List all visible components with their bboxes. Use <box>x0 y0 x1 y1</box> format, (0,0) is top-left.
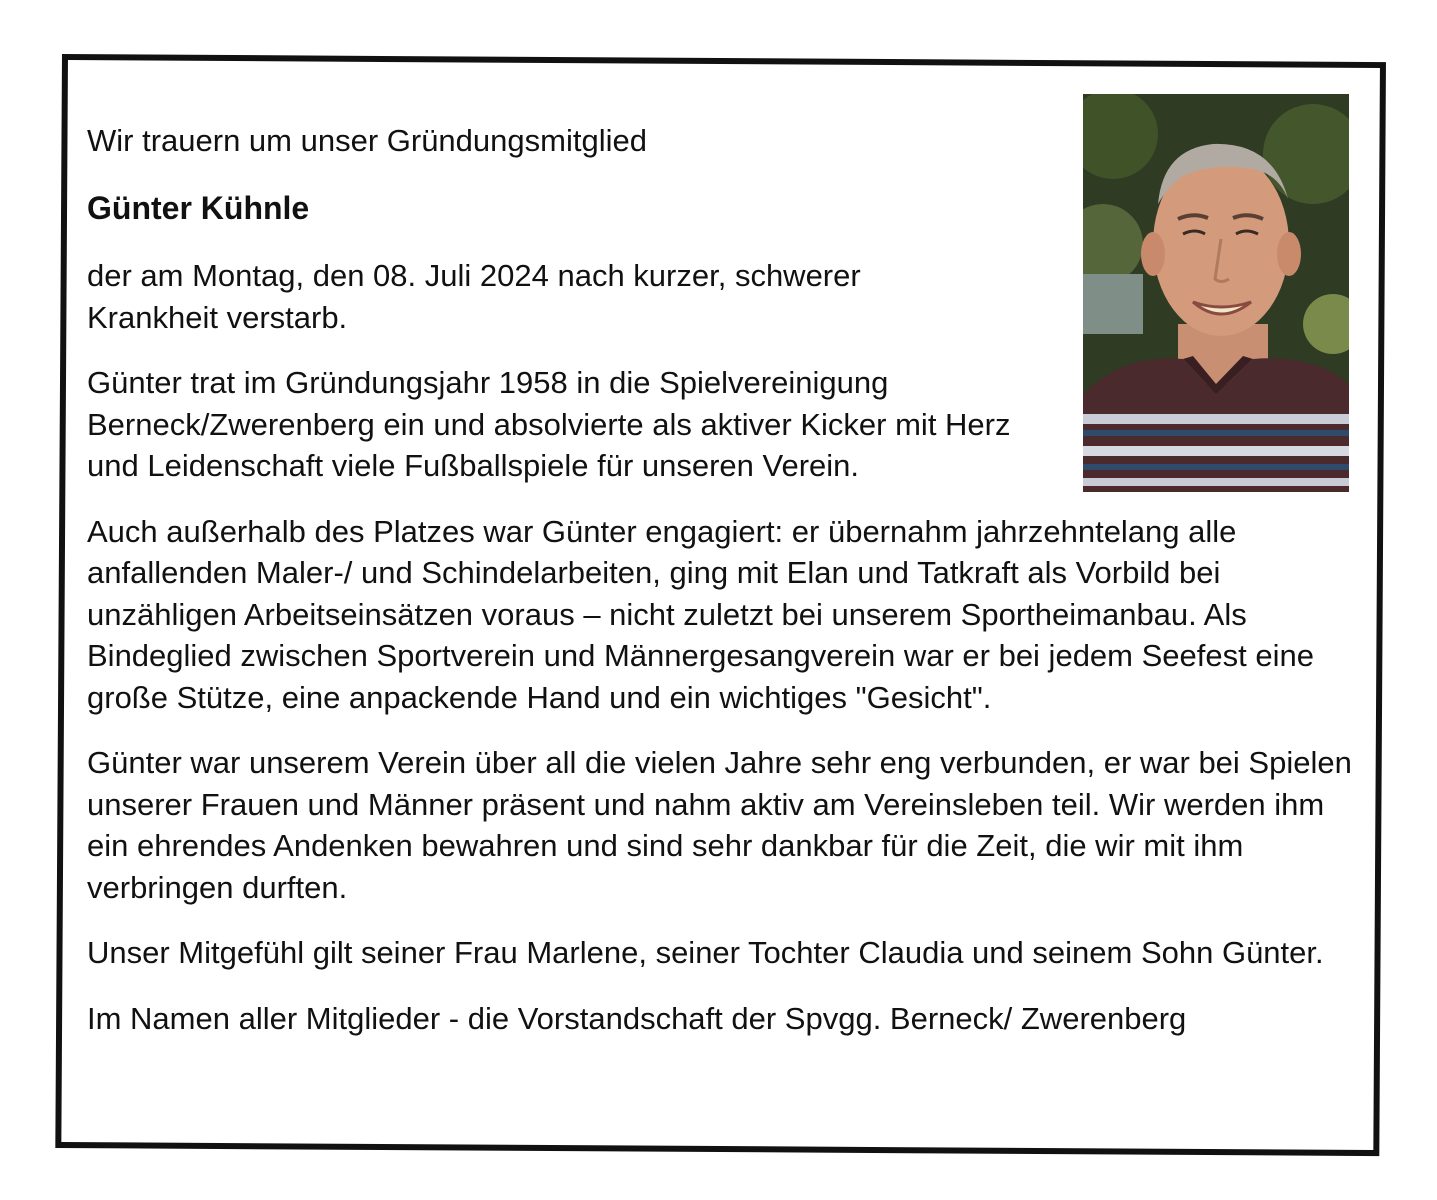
signature-line: Im Namen aller Mitglieder - die Vorstandschaft der Spvgg. Berneck/ Zwerenberg <box>87 1000 1187 1036</box>
death-notice: der am Montag, den 08. Juli 2024 nach kurzer, schwerer Krankheit verstarb. <box>87 258 861 335</box>
condolence-paragraph: Unser Mitgefühl gilt seiner Frau Marlene, seiner Tochter Claudia und seinem Sohn Günter. <box>87 935 1324 970</box>
connection-paragraph: Günter war unserem Verein über all die vielen Jahre sehr eng verbunden, er war bei Spielen unserer Frauen und Männer präsent und nahm aktiv am Vereinsleben teil. Wir werden ihm ein ehrendes Andenken bewahren und sind sehr dankbar für die Zeit, die wir mit ihm verbringen durften. <box>87 745 1352 905</box>
obituary-text <box>87 120 1377 1039</box>
history-paragraph: Günter trat im Gründungsjahr 1958 in die Spielvereinigung Berneck/Zwerenberg ein und absolvierte als aktiver Kicker mit Herz und Leidenschaft viele Fußballspiele für unseren Verein. <box>87 365 1011 483</box>
engagement-paragraph: Auch außerhalb des Platzes war Günter engagiert: er übernahm jahrzehntelang alle anfallenden Maler-/ und Schindelarbeiten, ging mit Elan und Tatkraft als Vorbild bei unzähligen Arbeitseinsätzen voraus – nicht zuletzt bei unserem Sportheimanbau. Als Bindeglied zwischen Sportverein und Männergesangverein war er bei jedem Seefest eine große Stütze, eine anpackende Hand und ein wichtiges "Gesicht". <box>87 513 1314 715</box>
deceased-name: Günter Kühnle <box>87 189 310 226</box>
intro-line: Wir trauern um unser Gründungsmitglied <box>87 123 647 158</box>
